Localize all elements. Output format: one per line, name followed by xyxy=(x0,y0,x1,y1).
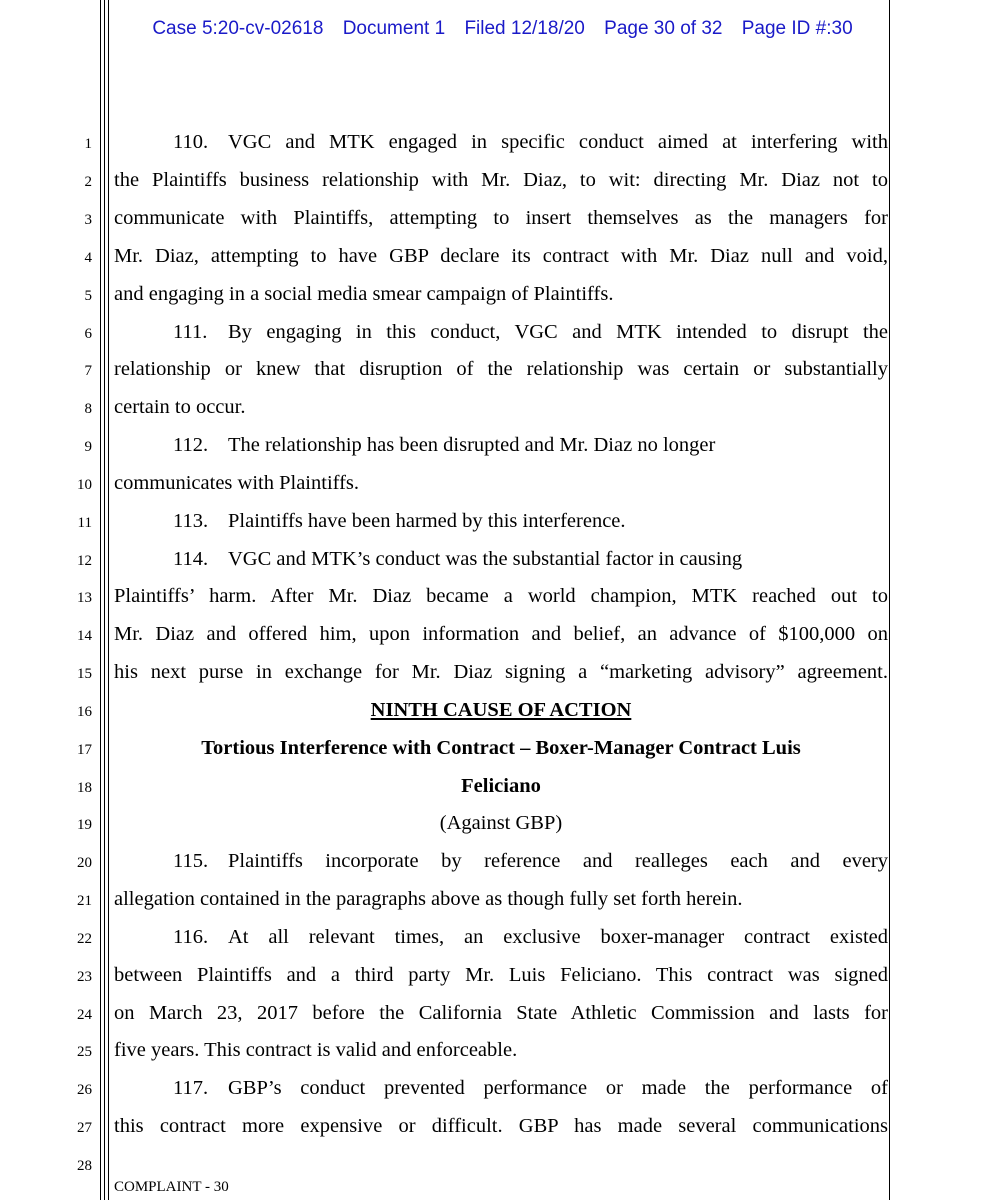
line-number: 3 xyxy=(84,212,92,228)
line-number: 20 xyxy=(77,855,92,871)
page-footer: COMPLAINT - 30 xyxy=(114,1179,229,1195)
paragraph-number: 116. xyxy=(173,926,209,948)
line-number: 24 xyxy=(77,1007,92,1023)
line-number: 6 xyxy=(84,326,92,342)
text-line: on March 23, 2017 before the California State Athletic Commission and lasts for xyxy=(114,1002,888,1024)
line-number: 17 xyxy=(77,742,92,758)
paragraph-number: 110. xyxy=(173,131,209,153)
line-number: 25 xyxy=(77,1044,92,1060)
text-line: communicates with Plaintiffs. xyxy=(114,472,360,494)
line-number: 18 xyxy=(77,780,92,796)
case-number: Case 5:20-cv-02618 xyxy=(152,18,324,39)
left-margin-rule xyxy=(108,0,109,1200)
text-line: allegation contained in the paragraphs above as though fully set forth herein. xyxy=(114,888,743,910)
line-number: 7 xyxy=(84,363,92,379)
line-number: 21 xyxy=(77,893,92,909)
case-header xyxy=(0,18,1005,40)
line-number: 1 xyxy=(84,136,92,152)
right-margin-rule xyxy=(889,0,890,1200)
line-number: 4 xyxy=(84,250,92,266)
line-number: 28 xyxy=(77,1158,92,1174)
line-number: 27 xyxy=(77,1120,92,1136)
line-number: 12 xyxy=(77,553,92,569)
line-number: 23 xyxy=(77,969,92,985)
paragraph-number: 113. xyxy=(173,510,209,532)
paragraph-111-line: 111. By engaging in this conduct, VGC and MTK intended to disrupt the xyxy=(114,318,888,346)
paragraph-112-line: 112. The relationship has been disrupted and Mr. Diaz no longer xyxy=(114,431,888,459)
paragraph-117-line: 117. GBP’s conduct prevented performance or made the performance of xyxy=(114,1074,888,1102)
line-number: 19 xyxy=(77,817,92,833)
text-line: communicate with Plaintiffs, attempting to insert themselves as the managers for xyxy=(114,207,888,229)
line-number: 2 xyxy=(84,174,92,190)
text-line: his next purse in exchange for Mr. Diaz signing a “marketing advisory” agreement. xyxy=(114,661,888,683)
line-number: 14 xyxy=(77,628,92,644)
paragraph-number: 115. xyxy=(173,850,209,872)
line-number: 13 xyxy=(77,590,92,606)
line-number: 8 xyxy=(84,401,92,417)
text-line: between Plaintiffs and a third party Mr. Luis Feliciano. This contract was signed xyxy=(114,964,888,986)
paragraph-number: 117. xyxy=(173,1077,209,1099)
line-number: 9 xyxy=(84,439,92,455)
paragraph-number: 114. xyxy=(173,548,209,570)
page-count: Page 30 of 32 xyxy=(604,18,723,39)
paragraph-116-line: 116. At all relevant times, an exclusive boxer-manager contract existed xyxy=(114,923,888,951)
paragraph-114-line: 114. VGC and MTK’s conduct was the substantial factor in causing xyxy=(114,545,888,573)
cause-of-action-title-cont: Feliciano xyxy=(461,775,541,797)
cause-of-action-heading: NINTH CAUSE OF ACTION xyxy=(370,699,632,721)
text-line: Plaintiffs’ harm. After Mr. Diaz became a world champion, MTK reached out to xyxy=(114,585,888,607)
line-number: 26 xyxy=(77,1082,92,1098)
text-line: the Plaintiffs business relationship with Mr. Diaz, to wit: directing Mr. Diaz not to xyxy=(114,169,888,191)
text-line: Mr. Diaz and offered him, upon information and belief, an advance of $100,000 on xyxy=(114,623,888,645)
text-line: certain to occur. xyxy=(114,396,246,418)
left-margin-rule xyxy=(100,0,101,1200)
text-line: and engaging in a social media smear campaign of Plaintiffs. xyxy=(114,283,614,305)
line-number: 11 xyxy=(77,515,92,531)
text-line: relationship or knew that disruption of the relationship was certain or substantially xyxy=(114,358,888,380)
filed-date: Filed 12/18/20 xyxy=(464,18,585,39)
line-number: 16 xyxy=(77,704,92,720)
text-line: Mr. Diaz, attempting to have GBP declare its contract with Mr. Diaz null and void, xyxy=(114,245,888,267)
text-line: five years. This contract is valid and enforceable. xyxy=(114,1039,518,1061)
left-margin-rule xyxy=(104,0,105,1200)
cause-of-action-title: Tortious Interference with Contract – Boxer-Manager Contract Luis xyxy=(201,737,801,759)
line-number: 22 xyxy=(77,931,92,947)
text-line: this contract more expensive or difficult. GBP has made several communications xyxy=(114,1115,888,1137)
paragraph-110-line: 110. VGC and MTK engaged in specific conduct aimed at interfering with xyxy=(114,128,888,156)
paragraph-number: 112. xyxy=(173,434,209,456)
line-number: 15 xyxy=(77,666,92,682)
cause-of-action-against: (Against GBP) xyxy=(439,812,563,834)
line-number: 10 xyxy=(77,477,92,493)
paragraph-113-line: 113. Plaintiffs have been harmed by this interference. xyxy=(114,507,888,535)
line-number: 5 xyxy=(84,288,92,304)
paragraph-115-line: 115. Plaintiffs incorporate by reference and realleges each and every xyxy=(114,847,888,875)
document-number: Document 1 xyxy=(342,18,446,39)
page-id: Page ID #:30 xyxy=(741,18,853,39)
paragraph-number: 111. xyxy=(173,321,208,343)
